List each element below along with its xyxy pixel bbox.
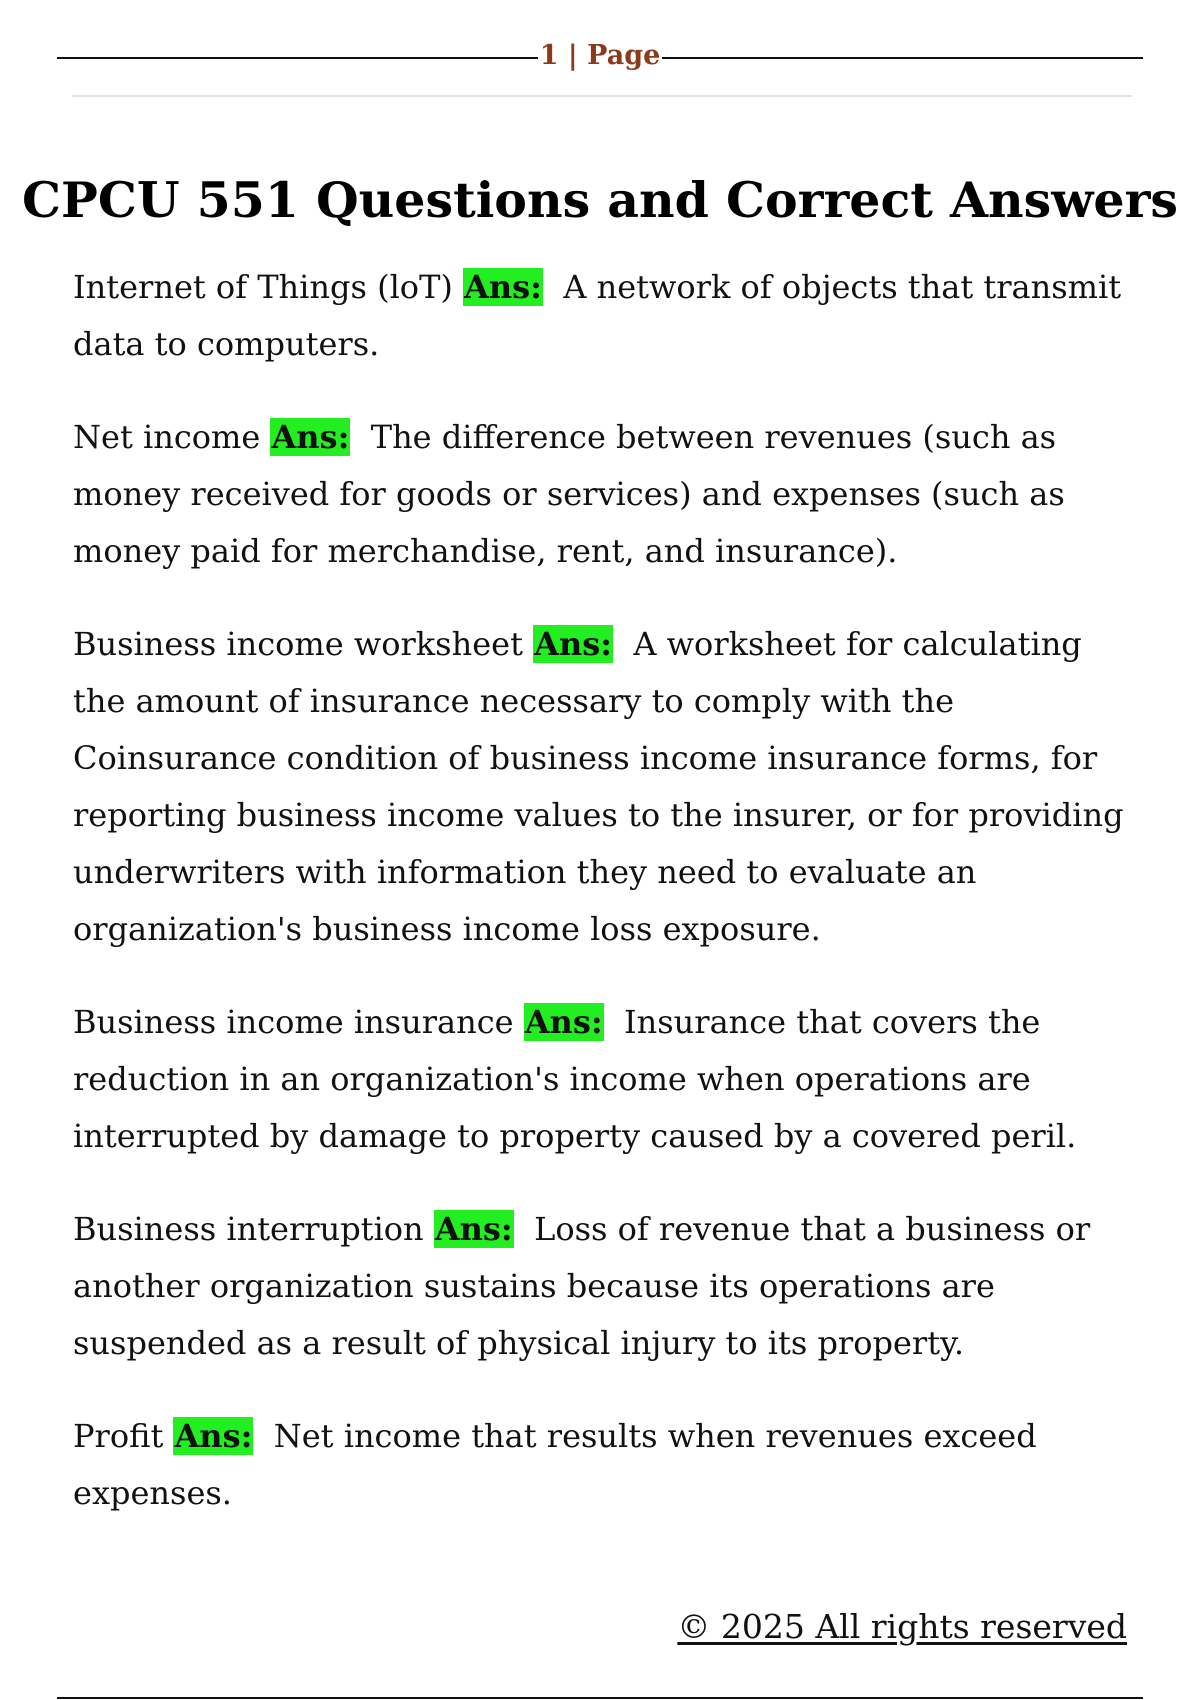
- qa-term: Business income insurance: [73, 1003, 514, 1041]
- qa-item: [73, 1201, 1133, 1372]
- answer-marker: Ans:: [534, 625, 613, 663]
- header-divider: [72, 95, 1132, 97]
- qa-item: [73, 409, 1133, 580]
- qa-term: Business income worksheet: [73, 625, 523, 663]
- qa-item: [73, 994, 1133, 1165]
- qa-term: Net income: [73, 418, 261, 456]
- qa-answer: A worksheet for calculating the amount of insurance necessary to comply with the Coinsurance condition of business income insurance forms, for reporting business income values to the insurer, or for providing underwriters with information they need to evaluate an organization's business income loss exposure.: [73, 625, 1124, 948]
- qa-answer: Loss of revenue that a business or another organization sustains because its operations are suspended as a result of physical injury to its property.: [73, 1210, 1091, 1362]
- qa-answer: Insurance that covers the reduction in an organization's income when operations are interrupted by damage to property caused by a covered peril.: [73, 1003, 1077, 1155]
- qa-answer: A network of objects that transmit data to computers.: [73, 268, 1122, 363]
- footer-rule: [57, 1697, 1143, 1699]
- qa-answer: Net income that results when revenues exceed expenses.: [73, 1417, 1037, 1512]
- copyright-notice: © 2025 All rights reserved: [677, 1607, 1127, 1646]
- answer-marker: Ans:: [464, 268, 542, 306]
- qa-list: [73, 259, 1133, 1558]
- qa-item: [73, 1408, 1133, 1522]
- page-number-label: 1 | Page: [539, 40, 661, 71]
- document-title: CPCU 551 Questions and Correct Answers: [22, 171, 1178, 229]
- qa-item: [73, 616, 1133, 958]
- page-number: [0, 36, 1200, 76]
- qa-term: Business interruption: [73, 1210, 424, 1248]
- answer-marker: Ans:: [271, 418, 350, 456]
- answer-marker: Ans:: [174, 1417, 253, 1455]
- qa-term: Profit: [73, 1417, 164, 1455]
- answer-marker: Ans:: [524, 1003, 603, 1041]
- qa-term: Internet of Things (loT): [73, 268, 453, 306]
- answer-marker: Ans:: [434, 1210, 513, 1248]
- qa-answer: The difference between revenues (such as money received for goods or services) and expenses (such as money paid for merchandise, rent, and insurance).: [73, 418, 1065, 570]
- qa-item: [73, 259, 1133, 373]
